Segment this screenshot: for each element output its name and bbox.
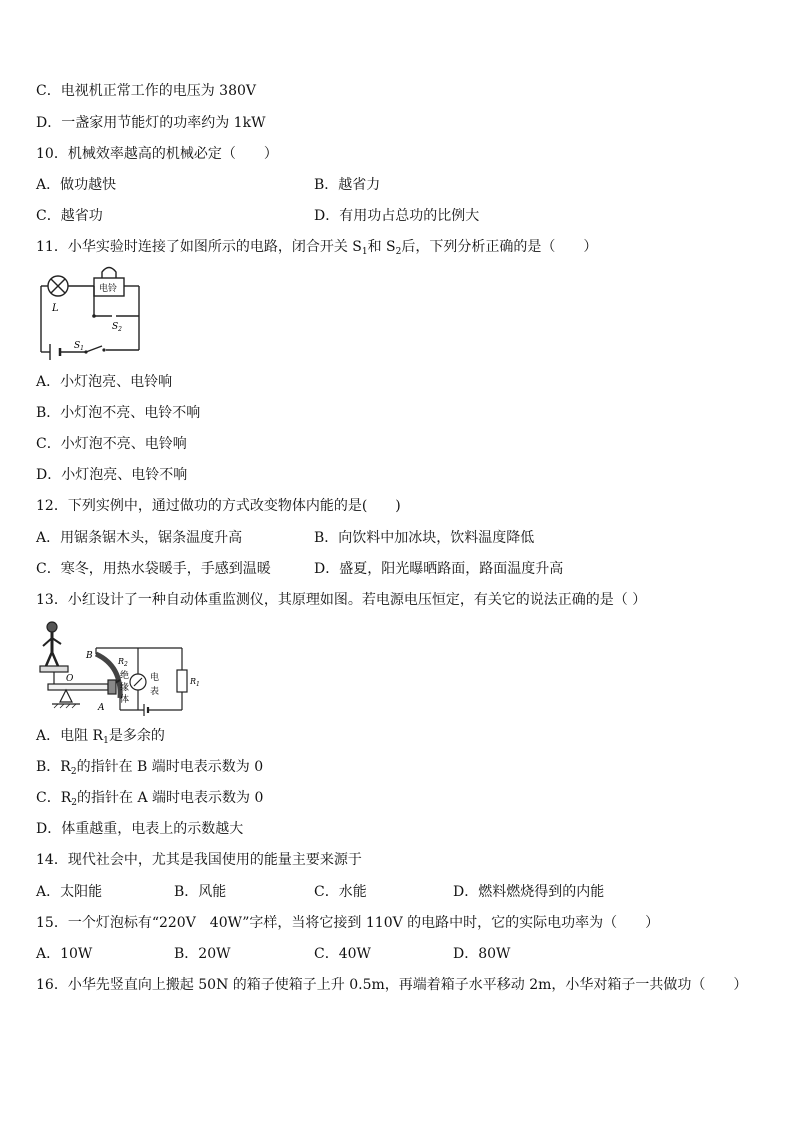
q9-option-c: C．电视机正常工作的电压为 380V	[36, 83, 256, 99]
q14-option-b: B．风能	[174, 884, 227, 900]
q10-stem: 10．机械效率越高的机械必定（ ）	[36, 146, 278, 162]
point-b-label: B	[86, 651, 93, 661]
q13-stem: 13．小红设计了一种自动体重监测仪，其原理如图。若电源电压恒定，有关它的说法正确的是（ ）	[36, 592, 647, 608]
q15-option-d: D．80W	[453, 946, 511, 962]
r1-label: $R_1$	[190, 677, 200, 688]
q12-option-a: A．用锯条锯木头，锯条温度升高	[36, 530, 243, 546]
q13-option-b: B．$R_2$的指针在 B 端时电表示数为 0	[36, 759, 264, 777]
q14-option-d: D．燃料燃烧得到的内能	[453, 884, 605, 900]
insulator-label-1: 绝	[120, 671, 130, 681]
q15-option-a: A．10W	[36, 946, 93, 962]
q12-option-b: B．向饮料中加冰块，饮料温度降低	[314, 530, 535, 546]
meter-label-2: 表	[150, 687, 160, 697]
q11-option-a: A．小灯泡亮、电铃响	[36, 374, 173, 390]
q15-option-b: B．20W	[174, 946, 231, 962]
q13-option-c: C．$R_2$的指针在 A 端时电表示数为 0	[36, 790, 264, 808]
q14-option-c: C．水能	[314, 884, 367, 900]
q10-option-d: D．有用功占总功的比例大	[314, 208, 480, 224]
q11-option-d: D．小灯泡亮、电铃不响	[36, 467, 188, 483]
q12-stem: 12．下列实例中，通过做功的方式改变物体内能的是( )	[36, 498, 401, 514]
insulator-label-2: 缘	[120, 683, 130, 693]
q15-option-c: C．40W	[314, 946, 371, 962]
point-a-label: A	[98, 703, 105, 713]
q13-option-a: A．电阻 $R_1$是多余的	[36, 728, 165, 746]
s1-label: $S_1$	[74, 341, 84, 352]
q10-option-a: A．做功越快	[36, 177, 117, 193]
q9-option-d: D．一盏家用节能灯的功率约为 1kW	[36, 115, 266, 131]
q13-option-d: D．体重越重，电表上的示数越大	[36, 821, 244, 837]
meter-label-1: 电	[150, 673, 160, 683]
lamp-label: L	[52, 303, 59, 314]
q12-option-c: C．寒冬，用热水袋暖手，手感到温暖	[36, 561, 271, 577]
s2-label: $S_2$	[112, 322, 122, 333]
q10-option-b: B．越省力	[314, 177, 381, 193]
q11-stem: 11．小华实验时连接了如图所示的电路，闭合开关 $S_1$和 $S_2$后，下列分析正确的是（ ）	[36, 239, 598, 257]
bell-label: 电铃	[99, 284, 118, 294]
pivot-o-label: O	[66, 674, 74, 684]
q10-option-c: C．越省功	[36, 208, 103, 224]
q16-stem: 16．小华先竖直向上搬起 50N 的箱子使箱子上升 0.5m，再端着箱子水平移动 2m，小华对箱子一共做功（ ）	[36, 977, 748, 993]
r2-label: $R_2$	[118, 657, 128, 668]
q15-stem: 15．一个灯泡标有“220V 40W”字样，当将它接到 110V 的电路中时，它的实际电功率为（ ）	[36, 915, 660, 931]
insulator-label-3: 体	[120, 695, 130, 705]
q12-option-d: D．盛夏，阳光曝晒路面，路面温度升高	[314, 561, 564, 577]
q11-option-c: C．小灯泡不亮、电铃响	[36, 436, 187, 452]
q14-option-a: A．太阳能	[36, 884, 103, 900]
q13-weight-monitor-diagram	[36, 618, 206, 718]
q14-stem: 14．现代社会中，尤其是我国使用的能量主要来源于	[36, 852, 362, 868]
q11-circuit-diagram	[36, 264, 148, 364]
q11-option-b: B．小灯泡不亮、电铃不响	[36, 405, 201, 421]
